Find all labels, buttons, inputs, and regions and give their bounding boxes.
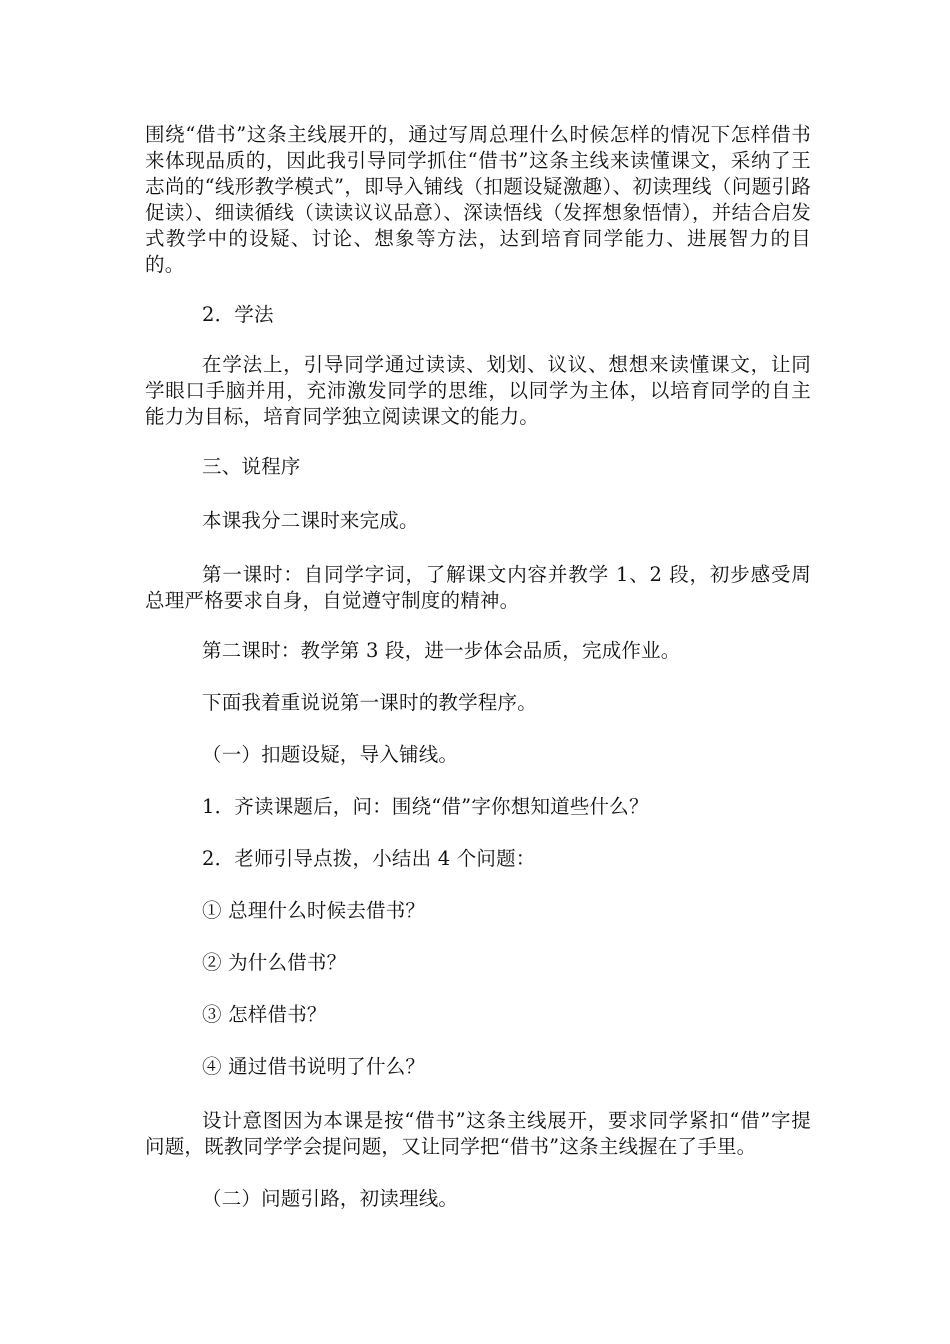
document-body (145, 122, 811, 1212)
heading-step-two: （二）问题引路，初读理线。 (202, 1187, 459, 1210)
paragraph-second-lesson: 第二课时：教学第 3 段，进一步体会品质，完成作业。 (202, 639, 681, 662)
heading-program: 三、说程序 (202, 455, 301, 478)
heading-step-one: （一）扣题设疑，导入铺线。 (202, 743, 459, 766)
question-3: ③ 怎样借书？ (202, 1003, 327, 1026)
list-item-1: 1．齐读课题后，问：围绕“借”字你想知道些什么？ (202, 795, 649, 818)
paragraph-first-lesson: 第一课时：自同学字词，了解课文内容并教学 1、2 段，初步感受周总理严格要求自身，自觉遵守制度的精神。 (145, 563, 811, 612)
paragraph-teaching-method: 围绕“借书”这条主线展开的，通过写周总理什么时候怎样的情况下怎样借书来体现品质的，因此我引导同学抓住“借书”这条主线来读懂课文，采纳了王志尚的“线形教学模式”，即导入铺线（扣题设疑激趣）、初读理线（问题引路促读）、细读循线（读读议议品意）、深读悟线（发挥想象悟情），并结合启发式教学中的设疑、讨论、想象等方法，达到培育同学能力、进展智力的目的。 (145, 123, 811, 276)
paragraph-two-lessons: 本课我分二课时来完成。 (202, 509, 419, 532)
question-4: ④ 通过借书说明了什么？ (202, 1055, 426, 1078)
paragraph-focus: 下面我着重说说第一课时的教学程序。 (202, 691, 537, 714)
question-1: ① 总理什么时候去借书？ (202, 899, 426, 922)
paragraph-study-method: 在学法上，引导同学通过读读、划划、议议、想想来读懂课文，让同学眼口手脑并用，充沛激发同学的思维，以同学为主体，以培育同学的自主能力为目标，培育同学独立阅读课文的能力。 (145, 353, 811, 428)
paragraph-design-intent: 设计意图因为本课是按“借书”这条主线展开，要求同学紧扣“借”字提问题，既教同学学会提问题，又让同学把“借书”这条主线握在了手里。 (145, 1109, 811, 1158)
question-2: ② 为什么借书？ (202, 951, 347, 974)
heading-study-method: 2．学法 (202, 303, 274, 326)
list-item-2: 2．老师引导点拨，小结出 4 个问题： (202, 847, 536, 870)
